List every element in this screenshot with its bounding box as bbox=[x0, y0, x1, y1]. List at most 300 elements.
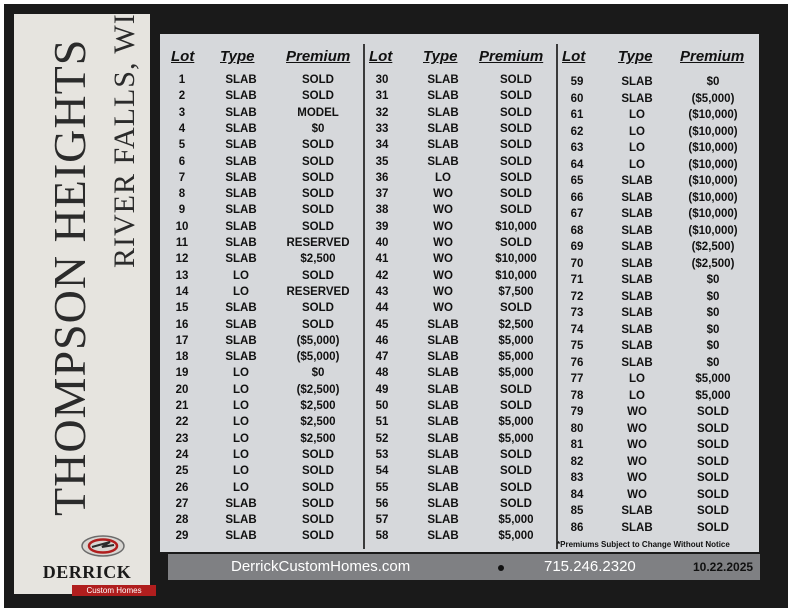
lot-type: SLAB bbox=[621, 208, 653, 220]
lot-row bbox=[160, 154, 362, 170]
lot-number: 44 bbox=[375, 302, 389, 315]
lot-number: 85 bbox=[570, 505, 584, 517]
lot-number: 51 bbox=[375, 416, 389, 429]
lot-premium: $5,000 bbox=[695, 373, 731, 385]
lot-number: 72 bbox=[570, 290, 584, 303]
lot-type: LO bbox=[233, 400, 249, 412]
lot-type: LO bbox=[233, 269, 249, 282]
lot-type: LO bbox=[629, 158, 645, 171]
lot-number: 6 bbox=[178, 155, 186, 168]
lot-row bbox=[160, 137, 362, 153]
lot-type: WO bbox=[627, 472, 647, 484]
lot-number: 16 bbox=[175, 318, 189, 331]
lot-type: SLAB bbox=[621, 76, 653, 88]
lot-premium: $5,000 bbox=[498, 351, 534, 364]
lot-number: 74 bbox=[570, 323, 584, 336]
lot-number: 13 bbox=[175, 269, 189, 282]
lot-row bbox=[365, 235, 556, 251]
footer-bar bbox=[168, 554, 760, 580]
lot-row bbox=[365, 382, 556, 398]
lot-type: LO bbox=[233, 465, 249, 478]
lot-row bbox=[558, 206, 759, 222]
derrick-logo-icon bbox=[80, 534, 126, 558]
lot-row bbox=[160, 170, 362, 186]
lot-number: 35 bbox=[375, 155, 389, 168]
lot-premium: $5,000 bbox=[498, 530, 534, 543]
lot-row bbox=[558, 503, 759, 519]
lot-row bbox=[558, 388, 759, 404]
lot-number: 22 bbox=[175, 416, 189, 429]
lot-premium: ($5,000) bbox=[296, 334, 340, 347]
lot-premium: SOLD bbox=[697, 472, 729, 484]
lot-number: 34 bbox=[375, 139, 389, 152]
lot-type: WO bbox=[627, 406, 647, 418]
lot-row bbox=[160, 317, 362, 333]
lot-number: 42 bbox=[375, 269, 389, 282]
lot-type: WO bbox=[433, 188, 453, 201]
lot-number: 53 bbox=[375, 448, 389, 461]
lot-type: LO bbox=[233, 383, 249, 396]
lot-type: SLAB bbox=[621, 307, 653, 319]
lot-premium: SOLD bbox=[500, 237, 532, 249]
lot-row bbox=[365, 300, 556, 316]
lot-premium: SOLD bbox=[500, 465, 532, 478]
lot-premium: SOLD bbox=[302, 220, 334, 233]
lot-row bbox=[365, 202, 556, 218]
lot-premium: $0 bbox=[706, 323, 720, 336]
lot-number: 73 bbox=[570, 307, 584, 319]
lot-number: 29 bbox=[175, 530, 189, 543]
lot-type: SLAB bbox=[621, 340, 653, 352]
lot-type: SLAB bbox=[225, 302, 257, 315]
lot-type: SLAB bbox=[427, 465, 459, 478]
header-type: Type bbox=[220, 48, 255, 65]
lot-number: 62 bbox=[570, 125, 584, 138]
lot-type: SLAB bbox=[427, 90, 459, 103]
lot-premium: SOLD bbox=[302, 155, 334, 168]
lot-premium: RESERVED bbox=[286, 285, 350, 298]
lot-premium: SOLD bbox=[500, 383, 532, 396]
lot-row bbox=[160, 72, 362, 88]
lot-number: 28 bbox=[175, 514, 189, 527]
lot-premium: $5,000 bbox=[498, 334, 534, 347]
lot-premium: RESERVED bbox=[286, 237, 350, 249]
lot-premium: ($10,000) bbox=[688, 224, 738, 237]
development-title: THOMPSON HEIGHTS bbox=[44, 38, 95, 516]
lot-type: SLAB bbox=[225, 204, 257, 217]
lot-type: SLAB bbox=[621, 274, 653, 286]
lot-type: WO bbox=[627, 455, 647, 468]
lot-type: WO bbox=[433, 220, 453, 233]
lot-row bbox=[160, 431, 362, 447]
lot-number: 61 bbox=[570, 109, 584, 121]
lot-row bbox=[365, 154, 556, 170]
lot-number: 5 bbox=[178, 139, 186, 152]
lot-type: SLAB bbox=[621, 241, 653, 253]
lot-row bbox=[558, 487, 759, 503]
lot-type: LO bbox=[629, 389, 645, 402]
lot-type: SLAB bbox=[225, 334, 257, 347]
lot-number: 80 bbox=[570, 422, 584, 435]
lot-type: SLAB bbox=[427, 383, 459, 396]
lot-number: 55 bbox=[375, 481, 389, 494]
lot-row bbox=[160, 512, 362, 528]
lot-number: 66 bbox=[570, 191, 584, 204]
lot-row bbox=[160, 349, 362, 365]
lot-type: SLAB bbox=[427, 334, 459, 347]
lot-type: SLAB bbox=[427, 416, 459, 429]
brand-name: DERRICK bbox=[42, 562, 132, 582]
lot-row bbox=[365, 349, 556, 365]
lot-number: 14 bbox=[175, 285, 189, 298]
lot-premium: SOLD bbox=[697, 439, 729, 451]
lot-number: 77 bbox=[570, 373, 584, 385]
lot-premium: $10,000 bbox=[495, 253, 537, 266]
lot-type: SLAB bbox=[225, 318, 257, 331]
lot-type: SLAB bbox=[225, 139, 257, 152]
lot-row bbox=[160, 333, 362, 349]
lot-row bbox=[160, 284, 362, 300]
lot-type: SLAB bbox=[427, 514, 459, 527]
lot-type: SLAB bbox=[225, 155, 257, 168]
lot-premium: SOLD bbox=[500, 122, 532, 135]
lot-type: SLAB bbox=[225, 74, 257, 86]
lot-row bbox=[558, 421, 759, 437]
lot-row bbox=[160, 382, 362, 398]
lot-premium: ($2,500) bbox=[296, 383, 340, 396]
lot-row bbox=[365, 317, 556, 333]
lot-number: 49 bbox=[375, 383, 389, 396]
lot-type: WO bbox=[433, 269, 453, 282]
lot-type: SLAB bbox=[225, 220, 257, 233]
lot-premium: MODEL bbox=[297, 106, 339, 119]
lot-column-3 bbox=[558, 34, 759, 552]
lot-number: 15 bbox=[175, 302, 189, 315]
lot-number: 57 bbox=[375, 514, 389, 527]
lot-premium: $5,000 bbox=[498, 432, 534, 445]
lot-premium: $2,500 bbox=[300, 416, 336, 429]
lot-premium: $0 bbox=[706, 340, 720, 352]
lot-premium: ($10,000) bbox=[688, 158, 738, 171]
lot-row bbox=[558, 454, 759, 470]
lot-premium: SOLD bbox=[500, 106, 532, 119]
lot-row bbox=[160, 447, 362, 463]
lot-type: LO bbox=[435, 171, 451, 184]
lot-type: SLAB bbox=[225, 90, 257, 103]
lot-premium: SOLD bbox=[500, 74, 532, 86]
lot-type: SLAB bbox=[225, 171, 257, 184]
lot-row bbox=[558, 173, 759, 189]
lot-type: SLAB bbox=[427, 318, 459, 331]
lot-number: 56 bbox=[375, 497, 389, 510]
lot-row bbox=[365, 137, 556, 153]
lot-type: SLAB bbox=[621, 175, 653, 187]
lot-premium: SOLD bbox=[500, 497, 532, 510]
lot-row bbox=[365, 414, 556, 430]
lot-premium: $5,000 bbox=[498, 416, 534, 429]
lot-number: 19 bbox=[175, 367, 189, 380]
lot-number: 54 bbox=[375, 465, 389, 478]
website-link[interactable]: DerrickCustomHomes.com bbox=[231, 558, 411, 575]
lot-premium: SOLD bbox=[302, 530, 334, 543]
lot-premium: ($10,000) bbox=[688, 208, 738, 220]
lot-type: LO bbox=[233, 481, 249, 494]
lot-type: SLAB bbox=[427, 497, 459, 510]
lot-type: LO bbox=[629, 109, 645, 121]
lot-type: SLAB bbox=[225, 188, 257, 201]
lot-row bbox=[160, 88, 362, 104]
lot-premium: SOLD bbox=[697, 505, 729, 517]
lot-row bbox=[365, 447, 556, 463]
lot-number: 12 bbox=[175, 253, 189, 266]
lot-premium: SOLD bbox=[302, 171, 334, 184]
lot-number: 46 bbox=[375, 334, 389, 347]
lot-type: SLAB bbox=[427, 155, 459, 168]
header-type: Type bbox=[618, 48, 653, 65]
revision-date: 10.22.2025 bbox=[693, 560, 754, 574]
lot-row bbox=[365, 219, 556, 235]
lot-premium: SOLD bbox=[500, 139, 532, 152]
lot-premium: SOLD bbox=[500, 302, 532, 315]
lot-premium: SOLD bbox=[500, 171, 532, 184]
lot-premium: SOLD bbox=[302, 514, 334, 527]
lot-premium: SOLD bbox=[302, 448, 334, 461]
lot-premium: SOLD bbox=[500, 188, 532, 201]
lot-number: 75 bbox=[570, 340, 584, 352]
lot-premium: $2,500 bbox=[300, 253, 336, 266]
lot-premium: $0 bbox=[706, 76, 720, 88]
lot-row bbox=[558, 256, 759, 272]
lot-premium: SOLD bbox=[302, 90, 334, 103]
lot-premium: SOLD bbox=[697, 488, 729, 501]
lot-number: 41 bbox=[375, 253, 389, 266]
lot-premium: SOLD bbox=[302, 204, 334, 217]
lot-number: 33 bbox=[375, 122, 389, 135]
lot-premium: SOLD bbox=[302, 269, 334, 282]
lot-row bbox=[558, 223, 759, 239]
lot-row bbox=[365, 463, 556, 479]
lot-type: SLAB bbox=[621, 505, 653, 517]
lot-type: SLAB bbox=[621, 356, 653, 369]
lot-number: 1 bbox=[178, 74, 186, 86]
lot-premium: SOLD bbox=[302, 139, 334, 152]
lot-number: 60 bbox=[570, 92, 584, 105]
lot-row bbox=[365, 398, 556, 414]
lot-premium: ($5,000) bbox=[691, 92, 735, 105]
header-lot: Lot bbox=[369, 48, 393, 65]
lot-row bbox=[160, 235, 362, 251]
lot-number: 70 bbox=[570, 257, 584, 270]
lot-type: SLAB bbox=[427, 351, 459, 364]
lot-type: SLAB bbox=[621, 323, 653, 336]
lot-premium: ($10,000) bbox=[688, 109, 738, 121]
lot-number: 30 bbox=[375, 74, 389, 86]
lot-row bbox=[558, 520, 759, 536]
lot-type: WO bbox=[433, 204, 453, 217]
lot-premium: $0 bbox=[706, 356, 720, 369]
header-premium: Premium bbox=[680, 48, 745, 65]
lot-number: 69 bbox=[570, 241, 584, 253]
lot-type: LO bbox=[629, 373, 645, 385]
lot-number: 31 bbox=[375, 90, 389, 103]
lot-row bbox=[160, 414, 362, 430]
lot-premium: ($2,500) bbox=[691, 241, 735, 253]
lot-row bbox=[558, 239, 759, 255]
lot-number: 68 bbox=[570, 224, 584, 237]
lot-type: WO bbox=[627, 439, 647, 451]
header-premium: Premium bbox=[479, 48, 544, 65]
lot-type: WO bbox=[433, 253, 453, 266]
lot-premium: ($10,000) bbox=[688, 191, 738, 204]
lot-type: SLAB bbox=[621, 257, 653, 270]
lot-row bbox=[365, 528, 556, 544]
lot-number: 84 bbox=[570, 488, 584, 501]
lot-pricing-panel bbox=[160, 34, 759, 552]
lot-premium: ($5,000) bbox=[296, 351, 340, 364]
lot-premium: SOLD bbox=[302, 302, 334, 315]
lot-number: 78 bbox=[570, 389, 584, 402]
lot-number: 4 bbox=[178, 122, 186, 135]
lot-row bbox=[558, 124, 759, 140]
lot-number: 18 bbox=[175, 351, 189, 364]
lot-premium: SOLD bbox=[302, 497, 334, 510]
header-type: Type bbox=[423, 48, 458, 65]
lot-type: SLAB bbox=[225, 237, 257, 249]
lot-row bbox=[558, 272, 759, 288]
lot-row bbox=[160, 219, 362, 235]
lot-number: 79 bbox=[570, 406, 584, 418]
lot-number: 25 bbox=[175, 465, 189, 478]
lot-type: SLAB bbox=[225, 530, 257, 543]
lot-premium: SOLD bbox=[500, 481, 532, 494]
lot-premium: ($10,000) bbox=[688, 125, 738, 138]
lot-premium: SOLD bbox=[500, 155, 532, 168]
lot-type: SLAB bbox=[225, 106, 257, 119]
lot-number: 64 bbox=[570, 158, 584, 171]
lot-type: WO bbox=[433, 302, 453, 315]
lot-type: SLAB bbox=[621, 224, 653, 237]
header-premium: Premium bbox=[286, 48, 351, 65]
lot-number: 86 bbox=[570, 521, 584, 534]
lot-type: LO bbox=[233, 432, 249, 445]
lot-premium: $0 bbox=[706, 274, 720, 286]
lot-type: LO bbox=[629, 125, 645, 138]
lot-type: SLAB bbox=[427, 432, 459, 445]
lot-number: 24 bbox=[175, 448, 189, 461]
lot-type: SLAB bbox=[427, 106, 459, 119]
lot-premium: SOLD bbox=[697, 521, 729, 534]
lot-premium: $5,000 bbox=[498, 514, 534, 527]
lot-row bbox=[160, 398, 362, 414]
lot-premium: $2,500 bbox=[498, 318, 534, 331]
header-lot: Lot bbox=[562, 48, 586, 65]
lot-premium: SOLD bbox=[302, 74, 334, 86]
lot-number: 63 bbox=[570, 142, 584, 154]
lot-number: 58 bbox=[375, 530, 389, 543]
separator-dot-icon bbox=[498, 565, 504, 571]
lot-number: 10 bbox=[175, 220, 189, 233]
lot-row bbox=[558, 289, 759, 305]
lot-number: 52 bbox=[375, 432, 389, 445]
lot-premium: SOLD bbox=[302, 318, 334, 331]
lot-number: 40 bbox=[375, 237, 389, 249]
phone-number[interactable]: 715.246.2320 bbox=[544, 558, 636, 575]
lot-number: 76 bbox=[570, 356, 584, 369]
lot-number: 27 bbox=[175, 497, 189, 510]
lot-premium: SOLD bbox=[302, 465, 334, 478]
lot-number: 45 bbox=[375, 318, 389, 331]
lot-number: 9 bbox=[178, 204, 186, 217]
lot-number: 50 bbox=[375, 400, 389, 412]
lot-row bbox=[558, 355, 759, 371]
lot-type: SLAB bbox=[621, 92, 653, 105]
lot-number: 38 bbox=[375, 204, 389, 217]
lot-premium: $10,000 bbox=[495, 269, 537, 282]
lot-row bbox=[558, 140, 759, 156]
lot-premium: $5,000 bbox=[695, 389, 731, 402]
lot-number: 21 bbox=[175, 400, 189, 412]
lot-row bbox=[160, 463, 362, 479]
lot-type: LO bbox=[233, 367, 249, 380]
lot-type: SLAB bbox=[621, 191, 653, 204]
lot-row bbox=[160, 365, 362, 381]
lot-type: SLAB bbox=[427, 400, 459, 412]
lot-type: SLAB bbox=[427, 122, 459, 135]
lot-row bbox=[365, 512, 556, 528]
lot-type: SLAB bbox=[427, 74, 459, 86]
lot-type: LO bbox=[233, 285, 249, 298]
location-subtitle: RIVER FALLS, WI bbox=[108, 13, 141, 268]
lot-number: 47 bbox=[375, 351, 389, 364]
lot-type: SLAB bbox=[225, 122, 257, 135]
lot-row bbox=[558, 107, 759, 123]
lot-row bbox=[365, 268, 556, 284]
lot-type: LO bbox=[233, 416, 249, 429]
lot-row bbox=[365, 88, 556, 104]
lot-number: 36 bbox=[375, 171, 389, 184]
lot-row bbox=[160, 186, 362, 202]
lot-row bbox=[160, 251, 362, 267]
lot-number: 37 bbox=[375, 188, 389, 201]
lot-premium: $0 bbox=[706, 290, 720, 303]
lot-row bbox=[558, 91, 759, 107]
lot-type: LO bbox=[233, 448, 249, 461]
lot-row bbox=[160, 121, 362, 137]
lot-number: 43 bbox=[375, 285, 389, 298]
lot-column-2 bbox=[365, 34, 556, 552]
lot-type: WO bbox=[433, 285, 453, 298]
lot-number: 7 bbox=[178, 171, 186, 184]
lot-number: 65 bbox=[570, 175, 584, 187]
lot-row bbox=[160, 496, 362, 512]
lot-row bbox=[160, 105, 362, 121]
lot-number: 26 bbox=[175, 481, 189, 494]
header-lot: Lot bbox=[171, 48, 195, 65]
lot-number: 82 bbox=[570, 455, 584, 468]
lot-premium: $2,500 bbox=[300, 400, 336, 412]
lot-type: SLAB bbox=[427, 139, 459, 152]
lot-type: SLAB bbox=[225, 351, 257, 364]
lot-number: 48 bbox=[375, 367, 389, 380]
lot-premium: $5,000 bbox=[498, 367, 534, 380]
lot-premium: $10,000 bbox=[495, 220, 537, 233]
lot-number: 67 bbox=[570, 208, 584, 220]
lot-number: 8 bbox=[178, 188, 186, 201]
lot-premium: SOLD bbox=[500, 400, 532, 412]
lot-type: SLAB bbox=[427, 481, 459, 494]
lot-row bbox=[160, 268, 362, 284]
lot-number: 2 bbox=[178, 90, 186, 103]
